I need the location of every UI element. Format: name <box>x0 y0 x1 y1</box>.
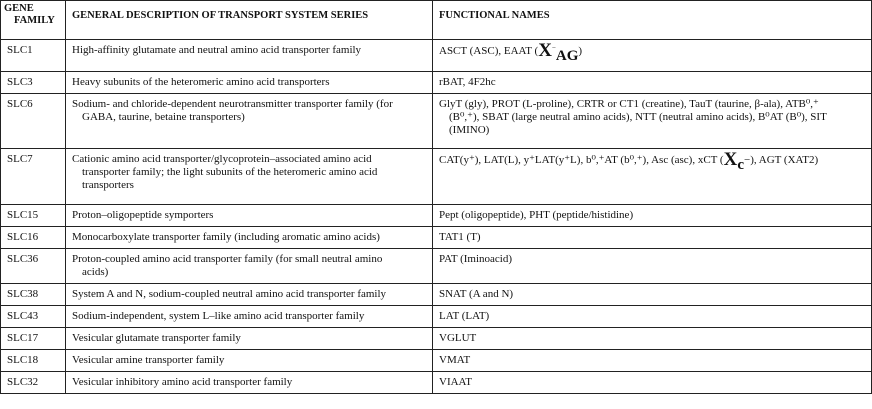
functional-names-cell <box>433 350 872 372</box>
gene-cell: SLC38 <box>1 284 66 306</box>
header-gene-family <box>1 1 66 40</box>
description-line: Vesicular glutamate transporter family <box>72 332 241 344</box>
description-cell <box>66 350 433 372</box>
header-row <box>1 1 872 40</box>
description-line: Sodium- and chloride-dependent neurotransmitter transporter family (for <box>72 98 393 110</box>
names-line: TAT1 (T) <box>439 231 481 243</box>
description-cell <box>66 205 433 227</box>
description-cell <box>66 306 433 328</box>
gene-cell: SLC15 <box>1 205 66 227</box>
description-line: GABA, taurine, betaine transporters) <box>82 111 245 123</box>
table-row <box>1 328 872 350</box>
description-cell <box>66 372 433 394</box>
gene-cell: SLC16 <box>1 227 66 249</box>
gene-cell: SLC6 <box>1 94 66 149</box>
table-row <box>1 372 872 394</box>
description-line: acids) <box>82 266 109 278</box>
description-line: transporter family; the light subunits of the heteromeric amino acid <box>82 166 378 178</box>
table-row <box>1 72 872 94</box>
names-text: ) <box>578 45 583 57</box>
names-line: SNAT (A and N) <box>439 288 514 300</box>
functional-names-cell <box>433 227 872 249</box>
gene-cell: SLC17 <box>1 328 66 350</box>
table-row <box>1 94 872 149</box>
functional-names-cell <box>433 40 872 72</box>
description-line: Proton-coupled amino acid transporter family (for small neutral amino <box>72 253 383 265</box>
names-line: rBAT, 4F2hc <box>439 76 496 88</box>
description-line: Sodium-independent, system L–like amino acid transporter family <box>72 310 365 322</box>
names-line: (IMINO) <box>449 124 490 136</box>
gene-cell: SLC36 <box>1 249 66 284</box>
gene-cell: SLC1 <box>1 40 66 72</box>
functional-names-cell <box>433 249 872 284</box>
header-functional-names: FUNCTIONAL NAMES <box>433 1 872 40</box>
header-description: GENERAL DESCRIPTION OF TRANSPORT SYSTEM SERIES <box>66 1 433 40</box>
functional-names-cell <box>433 284 872 306</box>
functional-names-cell <box>433 149 872 205</box>
names-subscript: AG <box>555 48 579 64</box>
functional-names-cell <box>433 328 872 350</box>
table-row <box>1 350 872 372</box>
description-line: Cationic amino acid transporter/glycoprotein–associated amino acid <box>72 153 372 165</box>
gene-cell: SLC18 <box>1 350 66 372</box>
functional-names-cell <box>433 72 872 94</box>
header-gene-line2: FAMILY <box>14 15 55 26</box>
names-text: ASCT (ASC), EAAT ( <box>439 45 539 57</box>
names-line: (B⁰,⁺), SBAT (large neutral amino acids), NTT (neutral amino acids), B⁰AT (B⁰), SIT <box>449 111 827 123</box>
description-cell <box>66 94 433 149</box>
names-line: VMAT <box>439 354 471 366</box>
description-line: Monocarboxylate transporter family (including aromatic amino acids) <box>72 231 380 243</box>
gene-cell: SLC32 <box>1 372 66 394</box>
description-cell <box>66 40 433 72</box>
names-subscript: c <box>737 157 744 173</box>
description-line: System A and N, sodium-coupled neutral amino acid transporter family <box>72 288 387 300</box>
names-symbol: X <box>723 149 738 170</box>
description-cell <box>66 72 433 94</box>
header-gene-line1: GENE <box>4 3 34 14</box>
description-line: transporters <box>82 179 134 191</box>
names-line: VGLUT <box>439 332 477 344</box>
description-cell <box>66 284 433 306</box>
names-superscript: − <box>551 43 556 52</box>
description-cell <box>66 328 433 350</box>
table-row <box>1 149 872 205</box>
table-row <box>1 249 872 284</box>
names-symbol: X <box>538 40 552 61</box>
description-line: High-affinity glutamate and neutral amino acid transporter family <box>72 44 362 56</box>
description-line: Vesicular amine transporter family <box>72 354 225 366</box>
names-text: CAT(y⁺), LAT(L), y⁺LAT(y⁺L), b⁰,⁺AT (b⁰,⁺), Asc (asc), xCT ( <box>439 154 724 166</box>
gene-cell: SLC43 <box>1 306 66 328</box>
table-row <box>1 205 872 227</box>
description-cell <box>66 227 433 249</box>
description-cell <box>66 249 433 284</box>
description-line: Vesicular inhibitory amino acid transporter family <box>72 376 293 388</box>
description-cell <box>66 149 433 205</box>
description-line: Proton–oligopeptide symporters <box>72 209 214 221</box>
table-row <box>1 40 872 72</box>
gene-cell: SLC3 <box>1 72 66 94</box>
description-line: Heavy subunits of the heteromeric amino acid transporters <box>72 76 330 88</box>
gene-cell: SLC7 <box>1 149 66 205</box>
names-text: −), AGT (XAT2) <box>744 154 819 166</box>
names-line: Pept (oligopeptide), PHT (peptide/histidine) <box>439 209 634 221</box>
table-row <box>1 306 872 328</box>
names-line: VIAAT <box>439 376 472 388</box>
functional-names-cell <box>433 372 872 394</box>
functional-names-cell <box>433 205 872 227</box>
table-row <box>1 284 872 306</box>
functional-names-cell <box>433 306 872 328</box>
names-line: PAT (Iminoacid) <box>439 253 513 265</box>
functional-names-cell <box>433 94 872 149</box>
names-line: LAT (LAT) <box>439 310 490 322</box>
names-line: GlyT (gly), PROT (L-proline), CRTR or CT1 (creatine), TauT (taurine, β-ala), ATB⁰,⁺ <box>439 98 819 110</box>
table-row <box>1 227 872 249</box>
